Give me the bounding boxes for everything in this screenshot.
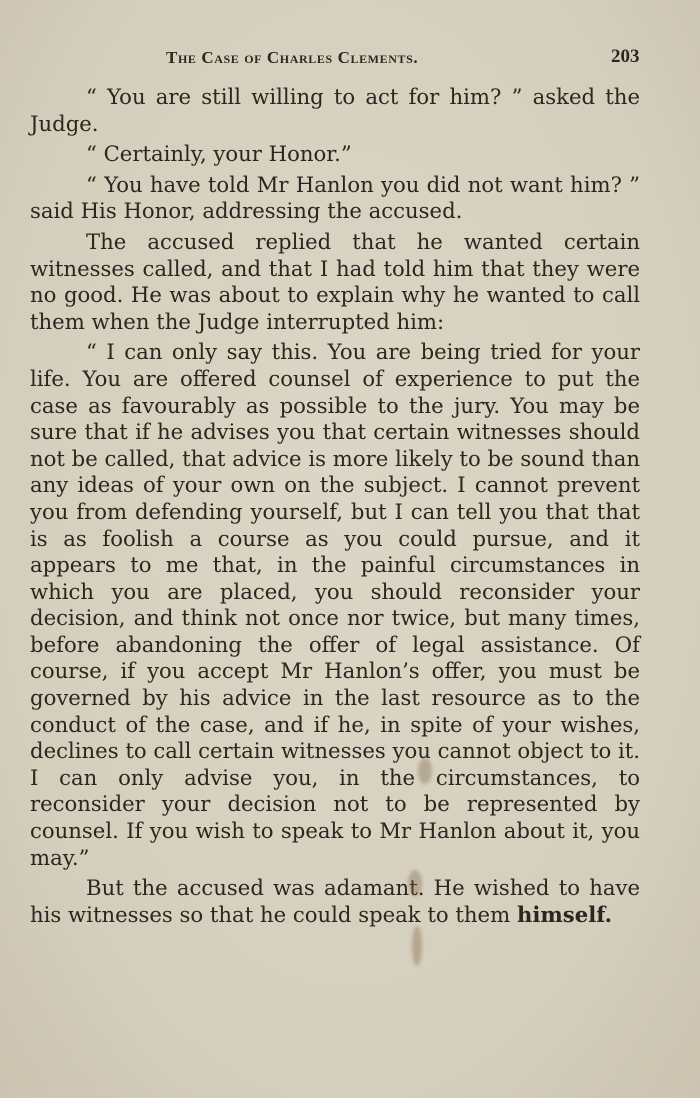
paragraph: The accused replied that he wanted certain witnesses called, and that I had told him that they were no good. He was about to explain why he wanted to call them when the Judge interrupted him: xyxy=(30,228,640,334)
stain-mark xyxy=(418,758,432,784)
running-title: The Case of Charles Clements. xyxy=(166,48,419,67)
stain-mark xyxy=(412,926,422,966)
page-header xyxy=(0,46,700,72)
paragraph: “ You are still willing to act for him? ” asked the Judge. xyxy=(30,84,640,136)
body-text xyxy=(30,84,640,928)
paragraph-tail: himself. xyxy=(516,901,613,927)
paragraph-text: But the accused was adamant. He wished to have his witnesses so that he could speak to them xyxy=(30,875,640,927)
stain-mark xyxy=(408,870,422,896)
page-number: 203 xyxy=(611,46,640,67)
paragraph xyxy=(30,875,640,928)
paragraph: “ You have told Mr Hanlon you did not want him? ” said His Honor, addressing the accused. xyxy=(30,171,640,224)
paragraph: “ Certainly, your Honor.” xyxy=(86,141,352,167)
paragraph: “ I can only say this. You are being tried for your life. You are offered counsel of experience to put the case as favourably as possible to the jury. You may be sure that if he advises you that certain witnesses should not be called, that advice is more likely to be sound than any ideas of your own on the subject. I cannot prevent you from defending yourself, but I can tell you that that is as foolish a course as you could pursue, and it appears to me that, in the painful circumstances in which you are placed, you should reconsider your decision, and think not once nor twice, but many times, before abandoning the offer of legal assistance. Of course, if you accept Mr Hanlon’s offer, you must be governed by his advice in the last resource as to the conduct of the case, and if he, in spite of your wishes, declines to call certain witnesses you cannot object to it. I can only advise you, in the circumstances, to reconsider your decision not to be represented by counsel. If you wish to speak to Mr Hanlon about it, you may.” xyxy=(30,339,640,870)
